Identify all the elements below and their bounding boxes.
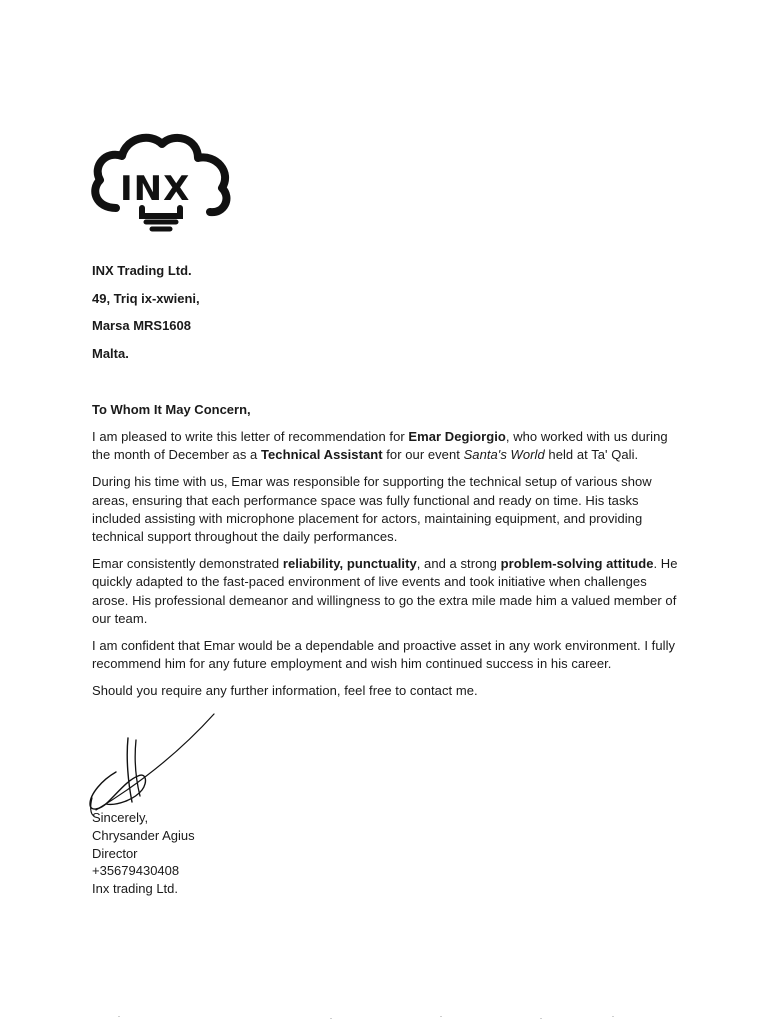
signatory-phone: +35679430408	[92, 863, 180, 879]
handwritten-signature	[76, 710, 256, 825]
scan-speck	[612, 1016, 614, 1017]
scan-speck	[330, 1018, 332, 1019]
address-country: Malta.	[92, 345, 129, 361]
paragraph-qualities: Emar consistently demonstrated reliability, punctuality, and a strong problem-solving attitude. He quickly adapted to the fast-paced environment of live events and took initiative when challenges arose. His professional demeanor and willingness to go the extra mile made him a valued member of our team.	[92, 556, 678, 626]
closing-block	[92, 809, 195, 898]
address-city: Marsa MRS1608	[92, 318, 191, 333]
event-name: Santa's World	[463, 447, 545, 463]
salutation: To Whom It May Concern,	[92, 402, 251, 417]
paragraph-intro: I am pleased to write this letter of recommendation for Emar Degiorgio, who worked with us during the month of December as a Technical Assistant for our event Santa's World held at Ta' Qali.	[92, 429, 668, 463]
letter-body	[92, 428, 680, 710]
sender-address	[92, 262, 492, 372]
sign-off: Sincerely,	[92, 810, 149, 825]
scan-speck	[118, 1016, 120, 1017]
paragraph-recommendation: I am confident that Emar would be a dependable and proactive asset in any work environment. I fully recommend him for any future employment and wish him continued success in his career.	[92, 638, 676, 672]
address-street: 49, Triq ix-xwieni,	[92, 290, 200, 306]
scan-speck	[440, 1016, 442, 1017]
paragraph-contact: Should you require any further information, feel free to contact me.	[92, 683, 478, 699]
cloud-lightbulb-icon	[86, 128, 236, 240]
signatory-name: Chrysander Agius	[92, 827, 195, 843]
candidate-role: Technical Assistant	[261, 447, 383, 463]
address-company: INX Trading Ltd.	[92, 263, 192, 278]
signatory-company: Inx trading Ltd.	[92, 881, 178, 897]
paragraph-duties: During his time with us, Emar was responsible for supporting the technical setup of various show areas, ensuring that each performance space was fully functional and ready on time. His tasks included assisting with microphone placement for actors, maintaining equipment, and providing technical support throughout the daily performances.	[92, 474, 652, 545]
logo-wordmark: INX	[120, 169, 191, 209]
candidate-name: Emar Degiorgio	[408, 429, 506, 444]
signatory-title: Director	[92, 845, 138, 861]
scan-speck	[540, 1018, 542, 1019]
